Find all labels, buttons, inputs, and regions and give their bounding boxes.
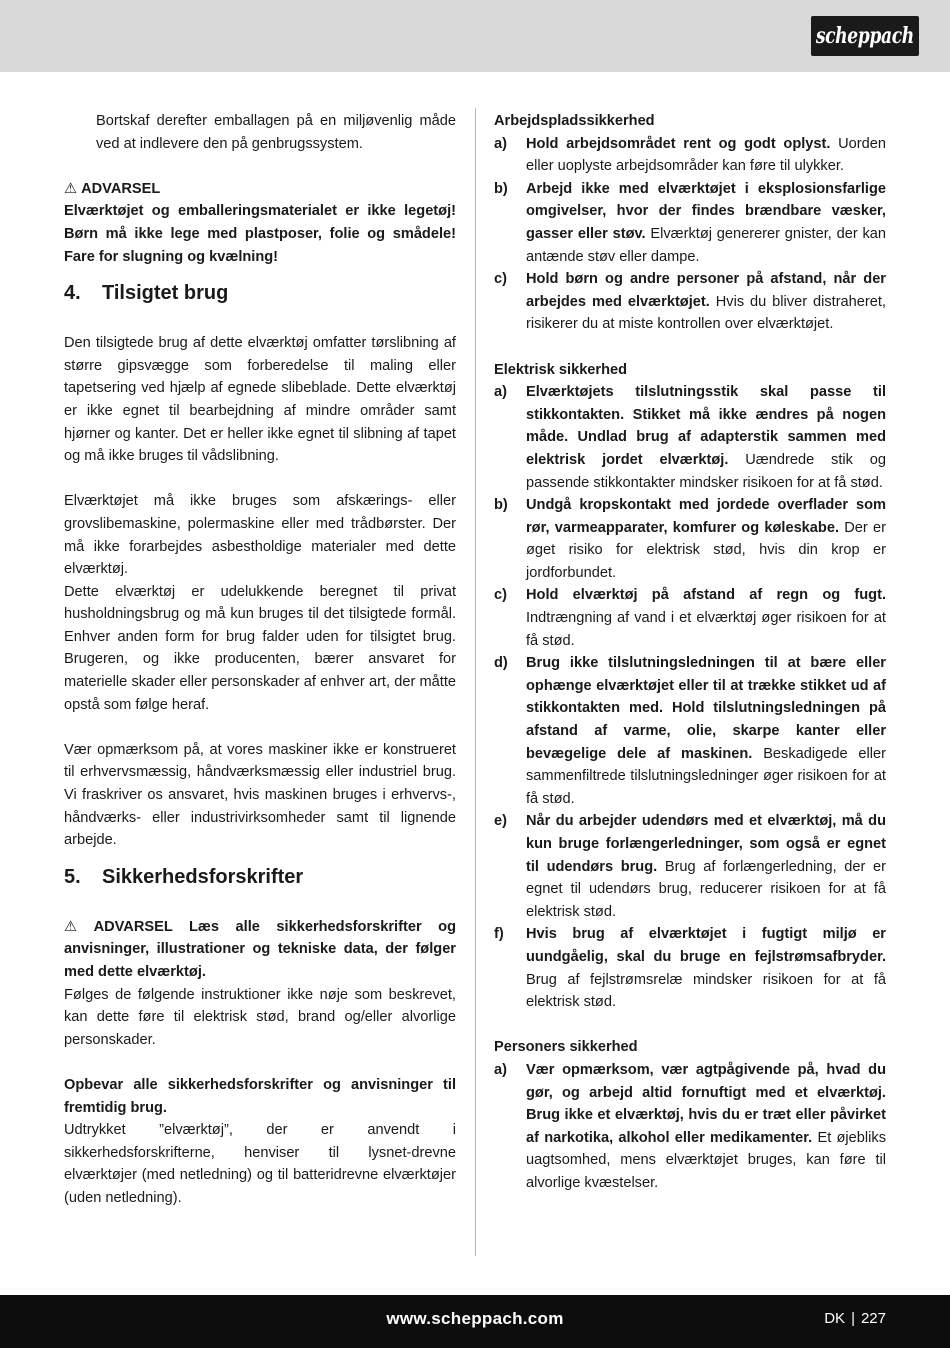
list-item-body	[526, 268, 886, 336]
personal-safety-title: Personers sikkerhed	[494, 1039, 638, 1056]
language-code: DK	[824, 1310, 846, 1327]
electrical-safety-title: Elektrisk sikkerhed	[494, 361, 628, 378]
list-item-body	[526, 133, 886, 178]
list-item-text: Uændrede stik og passende stikkontakter mindsker risikoen for at få stød.	[526, 451, 886, 491]
section-5-title: Sikkerhedsforskrifter	[102, 865, 304, 888]
section-4-heading	[64, 280, 456, 306]
work-area-safety-title: Arbejdspladssikkerhed	[494, 113, 655, 129]
intended-use-paragraph-2: Elværktøjet må ikke bruges som afskærings- eller grovslibemaskine, polermaskine eller med trådbørster. Der må ikke forarbejdes asbestholdige materialer med dette elværktøj.	[64, 493, 456, 578]
warning-heading	[64, 178, 456, 201]
list-item	[494, 810, 886, 923]
intended-use-paragraph-1: Den tilsigtede brug af dette elværktøj omfatter tørslibning af større gipsvægge som forberedelse til maling eller tapetsering ved hjælp af egnede slibeblade. Dette elværktøj er ikke egnet til bearbejdning af mindre områder samt hjørner og kanter. Det er heller ikke egnet til slibning af tapet og må ikke bruges til vådslibning.	[64, 335, 456, 465]
scheppach-logo	[811, 16, 919, 56]
right-column	[494, 110, 886, 1195]
list-item-text: Beskadigede eller sammenfiltrede tilslutningsledninger øger risikoen for at få stød.	[526, 745, 886, 807]
logo-text: scheppach	[815, 23, 915, 49]
section-4-number: 4.	[64, 282, 81, 305]
list-item-bold: Hold arbejdsområdet rent og godt oplyst.	[526, 135, 831, 152]
list-item-label: a)	[494, 135, 507, 152]
intended-use-paragraph-4: Vær opmærksom på, at vores maskiner ikke er konstrueret til erhvervsmæssig, håndværksmæssig eller industriel brug. Vi fraskriver os ansvaret, hvis maskinen bruges i erhvervs-, håndværks- eller industrivirksomheder samt til lignende arbejde.	[64, 741, 456, 849]
header-bar	[0, 0, 950, 72]
list-item-label: c)	[494, 587, 507, 604]
list-item-text: Der er øget risiko for elektrisk stød, hvis din krop er jordforbundet.	[526, 519, 886, 581]
list-item	[494, 268, 886, 336]
list-item-body	[526, 494, 886, 584]
footer-bar	[0, 1295, 950, 1348]
list-item	[494, 652, 886, 810]
list-item-text: Hvis du bliver distraheret, risikerer du at miste kontrollen over elværktøjet.	[526, 293, 886, 333]
list-item-label: b)	[494, 180, 508, 197]
list-item-bold: Hold børn og andre personer på afstand, når der arbejdes med elværktøjet.	[526, 271, 886, 310]
list-item-bold: Vær opmærksom, vær agtpågivende på, hvad du gør, og arbejd altid fornuftigt med et elværktøj. Brug ikke et elværktøj, hvis du er træt eller påvirket af narkotika, alkohol eller medikamenter.	[526, 1061, 886, 1146]
warning-triangle-icon: ⚠	[64, 918, 90, 935]
list-item-body	[526, 178, 886, 268]
list-item-bold: Når du arbejder udendørs med et elværktøj, må du kun bruge forlængerledninger, som også er egnet til udendørs brug.	[526, 813, 886, 875]
list-item-bold: Hvis brug af elværktøjet i fugtigt miljø er uundgåelig, skal du bruge en fejlstrømsafbryder.	[526, 926, 886, 965]
keep-instructions-bold: Opbevar alle sikkerhedsforskrifter og anvisninger til fremtidig brug.	[64, 1076, 456, 1116]
section-5-heading	[64, 864, 456, 890]
list-item	[494, 133, 886, 178]
work-area-safety-list	[494, 133, 886, 336]
list-item-label: d)	[494, 655, 508, 672]
list-item-label: f)	[494, 926, 504, 943]
disposal-paragraph: Bortskaf derefter emballagen på en miljøvenlig måde ved at indlevere den på genbrugssystem.	[96, 113, 456, 152]
intended-use-paragraph-3: Dette elværktøj er udelukkende beregnet til privat husholdningsbrug og må kun bruges til det tilsigtede formål. Enhver anden form for brug falder uden for tilsigtet brug. Brugeren, og ikke producenten, bærer ansvaret for materielle skader eller personskader af enhver art, der måtte opstå som følge heraf.	[64, 583, 456, 713]
list-item-text: Uorden eller uoplyste arbejdsområder kan føre til ulykker.	[526, 135, 886, 175]
list-item	[494, 1059, 886, 1195]
list-item-label: e)	[494, 813, 507, 830]
list-item-text: Indtrængning af vand i et elværktøj øger risikoen for at få stød.	[526, 610, 886, 649]
list-item-label: b)	[494, 497, 508, 514]
list-item	[494, 923, 886, 1013]
list-item-body	[526, 381, 886, 494]
left-column	[64, 110, 456, 1210]
list-item-text: Elværktøj genererer gnister, der kan antænde støv eller dampe.	[526, 225, 886, 265]
list-item-body	[526, 652, 886, 810]
list-item	[494, 584, 886, 652]
personal-safety-list	[494, 1059, 886, 1195]
warning-text: Elværktøjet og emballeringsmaterialet er ikke legetøj! Børn må ikke lege med plastposer, folie og smådele! Fare for slugning og kvælning!	[64, 203, 456, 265]
page-number	[824, 1310, 886, 1327]
list-item-bold: Hold elværktøj på afstand af regn og fugt.	[526, 587, 886, 604]
list-item	[494, 178, 886, 268]
column-divider	[475, 108, 476, 1256]
list-item-body	[526, 1059, 886, 1195]
section-4-title: Tilsigtet brug	[102, 282, 229, 305]
warning-triangle-icon: ⚠	[64, 180, 78, 197]
list-item	[494, 381, 886, 494]
website-url: www.scheppach.com	[386, 1309, 564, 1328]
page-number-value: 227	[860, 1310, 886, 1327]
list-item-label: c)	[494, 271, 507, 288]
safety-warning-bold	[64, 916, 456, 984]
list-item	[494, 494, 886, 584]
electrical-safety-list	[494, 381, 886, 1014]
safety-warning-bold-text: ADVARSEL Læs alle sikkerhedsforskrifter og anvisninger, illustrationer og tekniske data, der følger med dette elværktøj.	[64, 918, 456, 980]
section-5-number: 5.	[64, 865, 81, 888]
list-item-body	[526, 923, 886, 1013]
list-item-bold: Elværktøjets tilslutningsstik skal passe til stikkontakten. Stikket må ikke ændres på nogen måde. Undlad brug af adapterstik sammen med elektrisk jordet elværktøj.	[526, 384, 886, 468]
safety-warning-text: Følges de følgende instruktioner ikke nøje som beskrevet, kan dette føre til elektrisk stød, brand og/eller alvorlige personskader.	[64, 986, 456, 1048]
list-item-bold: Arbejd ikke med elværktøjet i eksplosionsfarlige omgivelser, hvor der findes brændbare væsker, gasser eller støv.	[526, 180, 886, 242]
keep-instructions-text: Udtrykket ”elværktøj”, der er anvendt i sikkerhedsforskrifterne, henviser til lysnet-drevne elværktøjer (med netledning) og til batteridrevne elværktøjer (uden netledning).	[64, 1122, 456, 1206]
list-item-text: Brug af forlængerledning, der er egnet til udendørs brug, reducerer risikoen for at få elektrisk stød.	[526, 858, 887, 920]
warning-label: ADVARSEL	[81, 180, 161, 197]
page-separator: |	[851, 1310, 855, 1327]
list-item-text: Brug af fejlstrømsrelæ mindsker risikoen for at få elektrisk stød.	[526, 971, 886, 1011]
list-item-bold: Brug ikke tilslutningsledningen til at bære eller ophænge elværktøjet eller til at trække stikket ud af stikkontakten med. Hold tilslutningsledningen på afstand af varme, olie, skarpe kanter eller bevægelige dele af maskinen.	[526, 655, 886, 762]
list-item-label: a)	[494, 1061, 507, 1078]
list-item-text: Et øjebliks uagtsomhed, mens elværktøjet bruges, kan føre til alvorlige kvæstelser.	[526, 1129, 886, 1191]
list-item-bold: Undgå kropskontakt med jordede overflader som rør, varmeapparater, komfurer og køleskabe.	[526, 497, 886, 536]
list-item-body	[526, 584, 886, 652]
list-item-label: a)	[494, 384, 507, 401]
list-item-body	[526, 810, 886, 923]
